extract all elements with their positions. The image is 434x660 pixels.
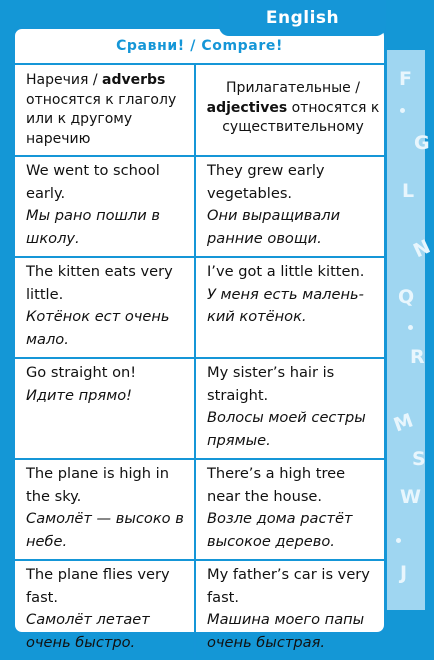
side-letter-q: Q — [398, 286, 415, 308]
adverb-en: The plane is high in the sky. — [26, 465, 169, 505]
table-row — [15, 156, 384, 257]
table-row — [15, 560, 384, 660]
table-row — [15, 358, 384, 459]
adjective-en: My father’s car is very fast. — [207, 566, 370, 606]
adjective-ru: Они выращивали ранние овощи. — [207, 207, 341, 247]
header-adverbs — [15, 65, 195, 156]
adjective-en: They grew early vegetables. — [207, 162, 325, 202]
card-title: Сравни! / Compare! — [15, 29, 384, 65]
header-text: Прилагательные / — [226, 80, 360, 96]
adjective-cell — [195, 358, 384, 459]
adverb-cell — [15, 358, 195, 459]
side-letter-m: M — [390, 409, 417, 437]
adjective-cell — [195, 156, 384, 257]
side-letter-g: G — [414, 132, 430, 154]
header-term: adverbs — [102, 72, 166, 88]
side-decoration-strip — [386, 50, 434, 610]
adjective-en: My sister’s hair is straight. — [207, 364, 335, 404]
side-letter-r: R — [410, 346, 425, 368]
adjective-ru: Машина моего папы очень быстрая. — [207, 611, 365, 651]
header-text: относятся к глаголу или к другому наречию — [26, 91, 177, 147]
side-letter-s: S — [412, 448, 426, 470]
side-letter-j: J — [400, 562, 408, 584]
adverb-en: The kitten eats very little. — [26, 263, 173, 303]
side-letter-w: W — [400, 486, 421, 508]
adverb-ru: Самолёт — высоко в небе. — [26, 510, 184, 550]
adverb-en: The plane flies very fast. — [26, 566, 170, 606]
adverb-en: We went to school early. — [26, 162, 160, 202]
adjective-ru: Возле дома растёт высокое дерево. — [207, 510, 353, 550]
adverb-cell — [15, 156, 195, 257]
adverb-cell — [15, 459, 195, 560]
adverb-cell — [15, 257, 195, 358]
adverb-en: Go straight on! — [26, 364, 137, 381]
compare-card — [12, 26, 387, 651]
side-dot — [408, 325, 413, 330]
adjective-en: There’s a high tree near the house. — [207, 465, 346, 505]
adjective-cell — [195, 257, 384, 358]
side-letter-n: N — [410, 235, 434, 263]
adverb-ru: Котёнок ест очень мало. — [26, 308, 170, 348]
table-row — [15, 459, 384, 560]
adjective-cell — [195, 560, 384, 660]
header-term: adjectives — [206, 99, 288, 116]
table-header-row — [15, 65, 384, 156]
side-letter-f: F — [399, 68, 412, 90]
compare-table — [15, 65, 384, 660]
side-dot — [400, 108, 405, 113]
header-adjectives — [195, 65, 384, 156]
adverb-ru: Самолёт летает очень быстро. — [26, 611, 150, 651]
adjective-ru: У меня есть малень-кий котёнок. — [207, 285, 364, 325]
adverb-ru: Мы рано пошли в школу. — [26, 207, 160, 247]
adjective-cell — [195, 459, 384, 560]
side-dot — [396, 538, 401, 543]
table-row — [15, 257, 384, 358]
adjective-en: I’ve got a little kitten. — [207, 263, 365, 280]
adjective-ru: Волосы моей сестры прямые. — [207, 409, 366, 449]
header-text: Наречия / — [26, 72, 103, 88]
side-letter-l: L — [402, 180, 415, 202]
adverb-cell — [15, 560, 195, 660]
adverb-ru: Идите прямо! — [26, 386, 132, 404]
header-text: относятся к существительному — [222, 99, 380, 135]
english-tab: English — [219, 0, 386, 36]
